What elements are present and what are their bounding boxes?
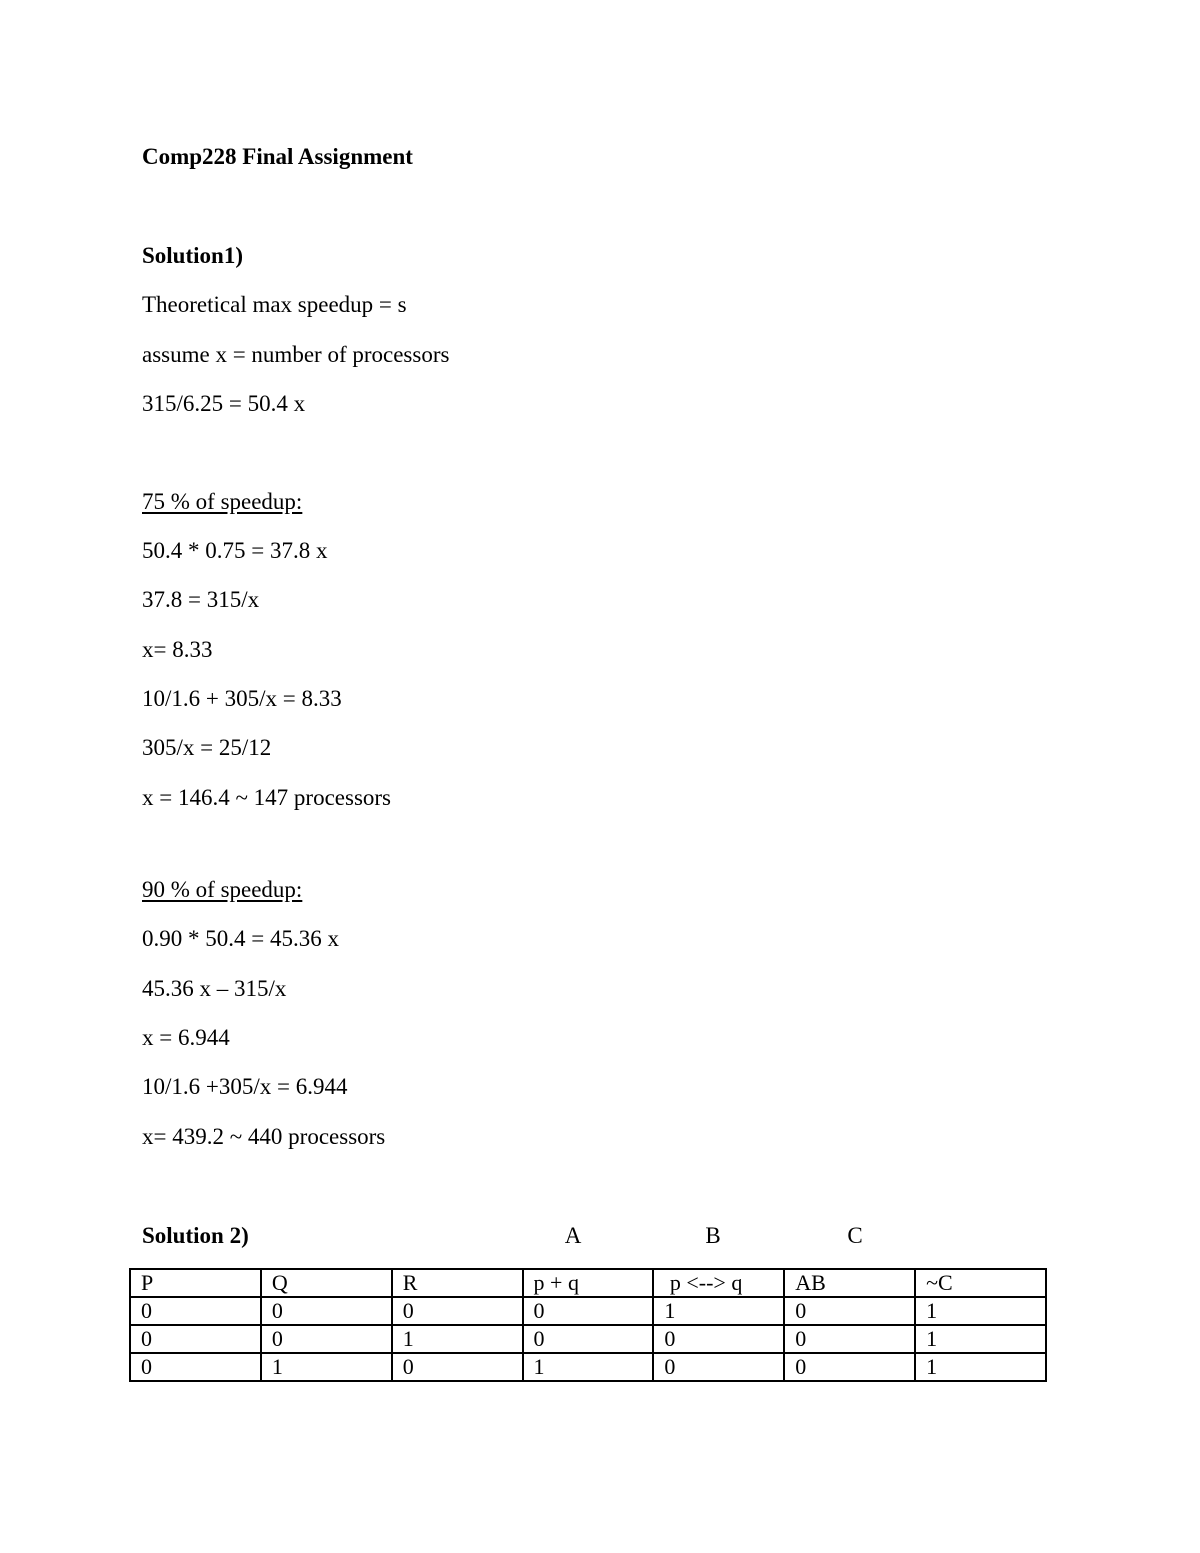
table-cell: 0: [261, 1297, 392, 1325]
table-cell: 1: [392, 1325, 523, 1353]
table-cell: 0: [784, 1353, 915, 1381]
solution1-line: assume x = number of processors: [142, 342, 450, 367]
table-cell: 1: [915, 1325, 1046, 1353]
table-cell: 0: [784, 1297, 915, 1325]
part75-line: 37.8 = 315/x: [142, 587, 260, 612]
solution2-heading: Solution 2): [142, 1223, 249, 1248]
solution1-heading: Solution1): [142, 243, 243, 268]
table-cell: 0: [130, 1297, 261, 1325]
table-header-cell: AB: [784, 1269, 915, 1297]
table-header-cell: p <--> q: [653, 1269, 784, 1297]
table-cell: 0: [653, 1353, 784, 1381]
part90-heading: 90 % of speedup:: [142, 877, 303, 902]
table-cell: 1: [915, 1353, 1046, 1381]
part75-line: 10/1.6 + 305/x = 8.33: [142, 686, 342, 711]
truth-table: [129, 1268, 1047, 1382]
table-header-cell: p + q: [523, 1269, 654, 1297]
table-cell: 0: [130, 1353, 261, 1381]
table-cell: 0: [392, 1297, 523, 1325]
part75-line: x= 8.33: [142, 637, 213, 662]
table-cell: 0: [392, 1353, 523, 1381]
part75-line: x = 146.4 ~ 147 processors: [142, 785, 392, 810]
table-row: [130, 1353, 1046, 1381]
column-label-a: A: [564, 1223, 582, 1248]
column-label-c: C: [847, 1223, 863, 1248]
part75-line: 50.4 * 0.75 = 37.8 x: [142, 538, 328, 563]
column-label-b: B: [705, 1223, 721, 1248]
table-cell: 0: [523, 1325, 654, 1353]
table-cell: 0: [523, 1297, 654, 1325]
part90-line: 10/1.6 +305/x = 6.944: [142, 1074, 348, 1099]
table-header-cell: R: [392, 1269, 523, 1297]
document-title: Comp228 Final Assignment: [142, 144, 413, 169]
table-cell: 1: [261, 1353, 392, 1381]
table-header-cell: P: [130, 1269, 261, 1297]
table-header-cell: Q: [261, 1269, 392, 1297]
table-row: [130, 1297, 1046, 1325]
part90-line: x= 439.2 ~ 440 processors: [142, 1124, 386, 1149]
table-header-row: [130, 1269, 1046, 1297]
table-cell: 0: [261, 1325, 392, 1353]
part75-heading: 75 % of speedup:: [142, 489, 303, 514]
table-row: [130, 1325, 1046, 1353]
part90-line: x = 6.944: [142, 1025, 230, 1050]
table-cell: 0: [653, 1325, 784, 1353]
solution1-line: 315/6.25 = 50.4 x: [142, 391, 306, 416]
part90-line: 0.90 * 50.4 = 45.36 x: [142, 926, 339, 951]
table-header-cell: ~C: [915, 1269, 1046, 1297]
part90-line: 45.36 x – 315/x: [142, 976, 287, 1001]
table-cell: 1: [523, 1353, 654, 1381]
part75-line: 305/x = 25/12: [142, 735, 272, 760]
table-cell: 0: [784, 1325, 915, 1353]
table-cell: 1: [653, 1297, 784, 1325]
table-cell: 1: [915, 1297, 1046, 1325]
solution1-line: Theoretical max speedup = s: [142, 292, 407, 317]
table-cell: 0: [130, 1325, 261, 1353]
